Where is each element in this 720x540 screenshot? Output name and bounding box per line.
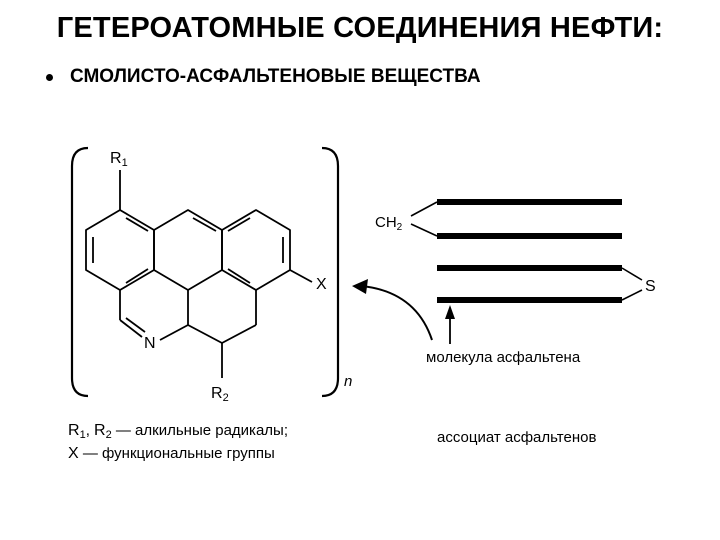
- r2-label: R2: [211, 385, 229, 404]
- nitrogen-atom: N: [144, 335, 156, 352]
- ch2-bridge: [411, 202, 437, 236]
- molecule-arrowhead: [352, 279, 368, 294]
- molecule-caption: молекула асфальтена: [426, 349, 581, 366]
- aromatic-core: [86, 170, 312, 378]
- x-substituent: X: [316, 276, 327, 293]
- s-bridge: [622, 268, 642, 300]
- legend-line-1: $R_1$, $R_2$ — алкильные радикалы;: [68, 422, 288, 441]
- bullet-text: СМОЛИСТО-АСФАЛЬТЕНОВЫЕ ВЕЩЕСТВА: [70, 66, 481, 87]
- associate-caption: ассоциат асфальтенов: [437, 429, 597, 446]
- r1-label: R1: [110, 150, 128, 169]
- legend-line-2: X — функциональные группы: [68, 445, 275, 462]
- right-bracket: [322, 148, 338, 396]
- ch2-label: $CH_2$: [375, 214, 403, 233]
- repeat-index-n: n: [344, 373, 353, 390]
- s-label: S: [645, 278, 656, 295]
- slide-title: ГЕТЕРОАТОМНЫЕ СОЕДИНЕНИЯ НЕФТИ:: [56, 12, 664, 44]
- asphaltene-stack: [437, 202, 622, 300]
- molecule-arrow: [362, 286, 432, 340]
- stack-arrowhead: [445, 305, 455, 319]
- left-bracket: [72, 148, 88, 396]
